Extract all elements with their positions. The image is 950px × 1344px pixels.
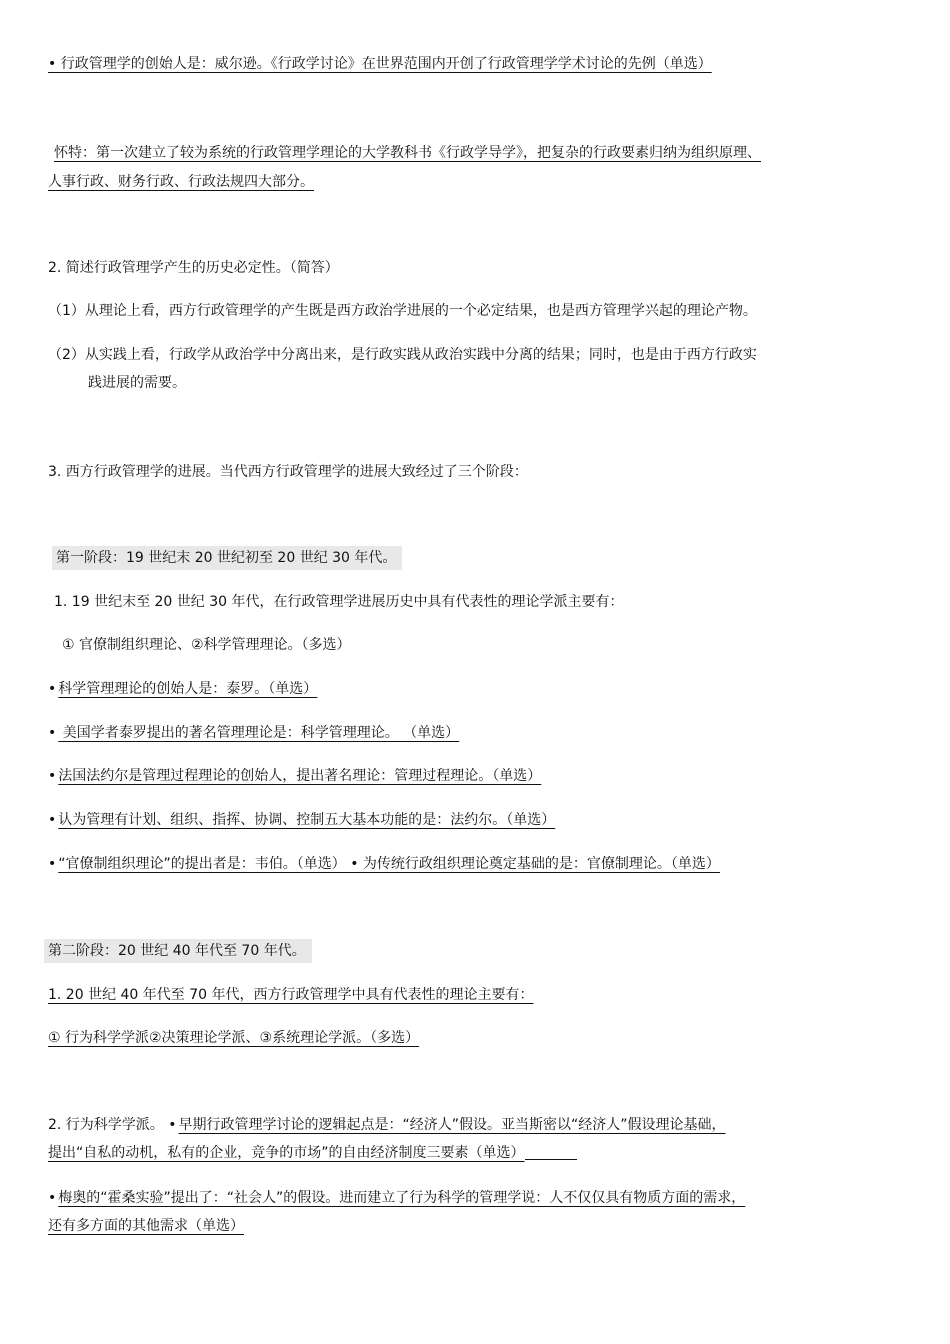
stage-2-line-2: ① 行为科学学派②决策理论学派、③系统理论学派。（多选） [48,1030,420,1046]
question-2-answer-2-cont: 践进展的需要。 [88,375,186,391]
question-2-title: 2. 简述行政管理学产生的历史必定性。（简答） [48,260,339,276]
bullet-mark: • [48,812,57,828]
stage-2-line-3-cont-text: 提出“自私的动机，私有的企业，竞争的市场”的自由经济制度三要素（单选） [48,1145,525,1161]
bullet-mark: • [48,768,57,784]
stage-2-heading: 第二阶段：20 世纪 40 年代至 70 年代。 [44,939,312,963]
bullet-mark: • [48,1190,57,1206]
stage-2-line-3-text: 早期行政管理学讨论的逻辑起点是：“经济人”假设。亚当斯密以“经济人”假设理论基础， [178,1117,726,1133]
stage-1-line-2: ① 官僚制组织理论、②科学管理理论。（多选） [62,637,351,653]
stage-1-bullet-3 [48,764,541,788]
stage-1-bullet-2 [48,721,459,745]
question-2-answer-2: （2）从实践上看，行政学从政治学中分离出来，是行政实践从政治实践中分离的结果；同时，也是由于西方行政实 [48,347,757,363]
bullet-mark: • [48,856,57,872]
stage-1-bullet-4-text: 认为管理有计划、组织、指挥、协调、控制五大基本功能的是：法约尔。（单选） [58,812,556,828]
stage-2-line-3 [48,1113,726,1137]
stage-2-line-4 [48,1186,745,1210]
para-white: 怀特：第一次建立了较为系统的行政管理学理论的大学教科书《行政学导学》，把复杂的行政要素归纳为组织原理、 [54,145,761,161]
stage-1-bullet-1-text: 科学管理理论的创始人是：泰罗。（单选） [58,681,318,697]
stage-2-line-3-prefix: 2. 行为科学学派。 [48,1117,164,1133]
para-wilson: • 行政管理学的创始人是：威尔逊。《行政学讨论》在世界范围内开创了行政管理学学术讨论的先例（单选） [48,56,712,72]
stage-2-line-1: 1. 20 世纪 40 年代至 70 年代，西方行政管理学中具有代表性的理论主要有： [48,987,534,1003]
stage-1-bullet-5 [48,852,720,876]
stage-1-bullet-1 [48,677,317,701]
stage-2-line-3-cont [48,1141,577,1165]
bullet-mark: • [48,681,57,697]
bullet-mark: • [168,1117,177,1133]
stage-1-line-1: 1. 19 世纪末至 20 世纪 30 年代，在行政管理学进展历史中具有代表性的理论学派主要有： [54,594,624,610]
stage-1-bullet-2-text: 美国学者泰罗提出的著名管理理论是：科学管理理论。 （单选） [58,725,460,741]
para-white-cont: 人事行政、财务行政、行政法规四大部分。 [48,174,314,190]
stage-1-heading: 第一阶段：19 世纪末 20 世纪初至 20 世纪 30 年代。 [52,546,402,570]
stage-1-bullet-3-text: 法国法约尔是管理过程理论的创始人，提出著名理论：管理过程理论。（单选） [58,768,542,784]
underline-fill [525,1141,577,1160]
stage-1-bullet-5-text: “官僚制组织理论”的提出者是：韦伯。（单选） • 为传统行政组织理论奠定基础的是：官僚制理论。（单选） [58,856,720,872]
stage-1-bullet-4 [48,808,555,832]
question-2-answer-1: （1）从理论上看，西方行政管理学的产生既是西方政治学进展的一个必定结果，也是西方管理学兴起的理论产物。 [48,303,757,319]
stage-2-line-4-text: 梅奥的“霍桑实验”提出了：“社会人”的假设。进而建立了行为科学的管理学说：人不仅仅具有物质方面的需求， [58,1190,746,1206]
question-3-title: 3. 西方行政管理学的进展。当代西方行政管理学的进展大致经过了三个阶段： [48,464,528,480]
stage-2-line-4-cont: 还有多方面的其他需求（单选） [48,1218,244,1234]
bullet-mark: • [48,725,57,741]
